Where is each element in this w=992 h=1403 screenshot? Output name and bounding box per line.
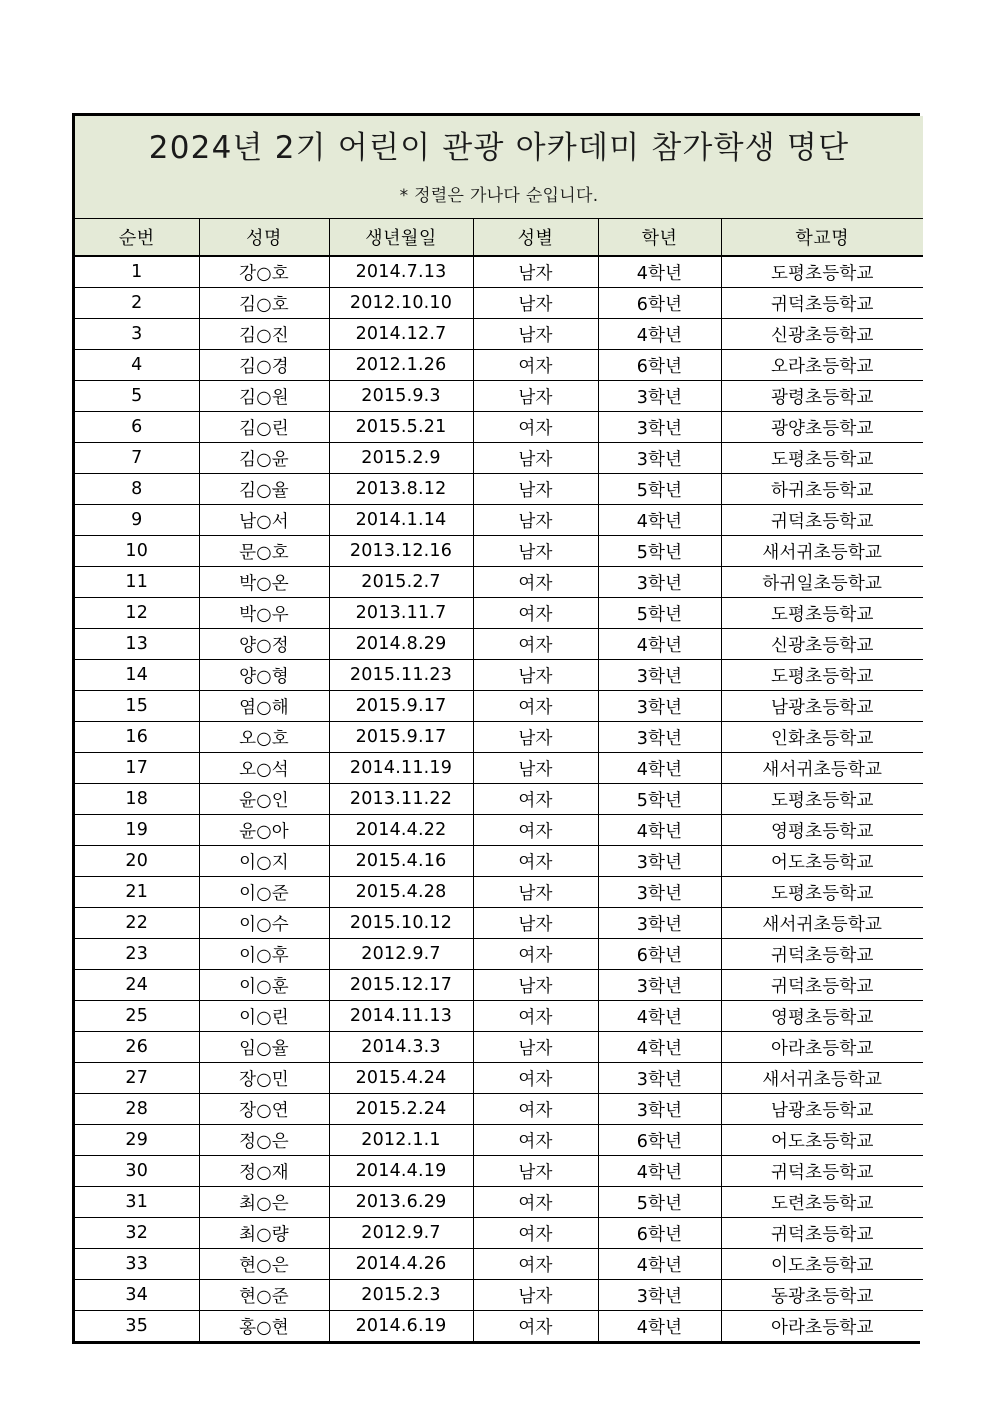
cell-no: 13 <box>75 629 199 660</box>
cell-gender: 여자 <box>473 1249 598 1280</box>
cell-no: 1 <box>75 256 199 288</box>
cell-grade: 3학년 <box>598 846 721 877</box>
cell-school: 도평초등학교 <box>721 598 923 629</box>
cell-name: 이○후 <box>199 939 329 970</box>
cell-birth: 2012.10.10 <box>329 288 473 319</box>
cell-grade: 3학년 <box>598 908 721 939</box>
table-row <box>75 536 923 567</box>
table-row <box>75 970 923 1001</box>
cell-gender: 여자 <box>473 1187 598 1218</box>
cell-name: 오○호 <box>199 722 329 753</box>
cell-gender: 여자 <box>473 1063 598 1094</box>
cell-no: 2 <box>75 288 199 319</box>
cell-no: 9 <box>75 505 199 536</box>
cell-no: 3 <box>75 319 199 350</box>
cell-no: 26 <box>75 1032 199 1063</box>
cell-birth: 2014.1.14 <box>329 505 473 536</box>
cell-birth: 2013.6.29 <box>329 1187 473 1218</box>
cell-name: 장○연 <box>199 1094 329 1125</box>
cell-school: 이도초등학교 <box>721 1249 923 1280</box>
cell-gender: 남자 <box>473 443 598 474</box>
cell-name: 강○호 <box>199 256 329 288</box>
cell-no: 30 <box>75 1156 199 1187</box>
table-row <box>75 877 923 908</box>
cell-birth: 2015.4.24 <box>329 1063 473 1094</box>
cell-grade: 4학년 <box>598 1001 721 1032</box>
table-title-block <box>75 116 923 219</box>
cell-no: 18 <box>75 784 199 815</box>
cell-gender: 남자 <box>473 722 598 753</box>
cell-school: 도평초등학교 <box>721 256 923 288</box>
cell-no: 27 <box>75 1063 199 1094</box>
cell-no: 20 <box>75 846 199 877</box>
cell-gender: 남자 <box>473 474 598 505</box>
cell-gender: 남자 <box>473 256 598 288</box>
cell-gender: 여자 <box>473 1001 598 1032</box>
cell-grade: 6학년 <box>598 288 721 319</box>
cell-grade: 3학년 <box>598 443 721 474</box>
cell-school: 하귀일초등학교 <box>721 567 923 598</box>
cell-grade: 3학년 <box>598 381 721 412</box>
cell-gender: 남자 <box>473 319 598 350</box>
table-row <box>75 660 923 691</box>
table-row <box>75 256 923 288</box>
table-row <box>75 1249 923 1280</box>
table-row <box>75 443 923 474</box>
cell-grade: 5학년 <box>598 784 721 815</box>
table-row <box>75 815 923 846</box>
cell-grade: 4학년 <box>598 1156 721 1187</box>
cell-gender: 남자 <box>473 536 598 567</box>
cell-birth: 2014.12.7 <box>329 319 473 350</box>
cell-grade: 3학년 <box>598 412 721 443</box>
cell-no: 4 <box>75 350 199 381</box>
cell-gender: 남자 <box>473 288 598 319</box>
cell-gender: 여자 <box>473 567 598 598</box>
cell-no: 32 <box>75 1218 199 1249</box>
cell-school: 인화초등학교 <box>721 722 923 753</box>
cell-name: 이○린 <box>199 1001 329 1032</box>
cell-name: 김○호 <box>199 288 329 319</box>
cell-grade: 4학년 <box>598 505 721 536</box>
cell-gender: 여자 <box>473 815 598 846</box>
cell-grade: 3학년 <box>598 1063 721 1094</box>
cell-no: 34 <box>75 1280 199 1311</box>
cell-grade: 3학년 <box>598 691 721 722</box>
table-row <box>75 1094 923 1125</box>
cell-birth: 2015.10.12 <box>329 908 473 939</box>
cell-no: 19 <box>75 815 199 846</box>
cell-no: 21 <box>75 877 199 908</box>
cell-birth: 2015.2.7 <box>329 567 473 598</box>
table-row <box>75 908 923 939</box>
cell-grade: 6학년 <box>598 1125 721 1156</box>
cell-name: 홍○현 <box>199 1311 329 1342</box>
cell-gender: 남자 <box>473 505 598 536</box>
cell-name: 김○경 <box>199 350 329 381</box>
header-row <box>75 219 923 257</box>
table-row <box>75 846 923 877</box>
cell-name: 이○준 <box>199 877 329 908</box>
cell-name: 남○서 <box>199 505 329 536</box>
cell-grade: 4학년 <box>598 319 721 350</box>
participant-roster-table <box>75 116 923 1341</box>
cell-grade: 4학년 <box>598 629 721 660</box>
cell-no: 25 <box>75 1001 199 1032</box>
cell-grade: 5학년 <box>598 474 721 505</box>
table-row <box>75 381 923 412</box>
cell-name: 이○훈 <box>199 970 329 1001</box>
cell-name: 박○온 <box>199 567 329 598</box>
cell-gender: 남자 <box>473 970 598 1001</box>
table-row <box>75 567 923 598</box>
table-row <box>75 722 923 753</box>
cell-birth: 2015.9.17 <box>329 722 473 753</box>
cell-name: 김○진 <box>199 319 329 350</box>
cell-school: 귀덕초등학교 <box>721 505 923 536</box>
cell-school: 도평초등학교 <box>721 784 923 815</box>
cell-birth: 2014.6.19 <box>329 1311 473 1342</box>
cell-grade: 3학년 <box>598 660 721 691</box>
table-row <box>75 629 923 660</box>
cell-birth: 2012.9.7 <box>329 939 473 970</box>
cell-school: 광령초등학교 <box>721 381 923 412</box>
cell-school: 귀덕초등학교 <box>721 1156 923 1187</box>
cell-no: 23 <box>75 939 199 970</box>
table-row <box>75 1311 923 1342</box>
cell-school: 귀덕초등학교 <box>721 1218 923 1249</box>
cell-school: 도평초등학교 <box>721 660 923 691</box>
table-row <box>75 319 923 350</box>
cell-grade: 4학년 <box>598 753 721 784</box>
cell-name: 김○원 <box>199 381 329 412</box>
cell-gender: 여자 <box>473 350 598 381</box>
cell-name: 김○린 <box>199 412 329 443</box>
cell-birth: 2015.2.3 <box>329 1280 473 1311</box>
table-row <box>75 598 923 629</box>
cell-birth: 2012.1.1 <box>329 1125 473 1156</box>
cell-grade: 5학년 <box>598 598 721 629</box>
cell-name: 최○은 <box>199 1187 329 1218</box>
roster-sheet <box>72 113 920 1344</box>
cell-gender: 남자 <box>473 381 598 412</box>
cell-school: 오라초등학교 <box>721 350 923 381</box>
title-row <box>75 116 923 219</box>
cell-name: 정○은 <box>199 1125 329 1156</box>
cell-birth: 2015.9.3 <box>329 381 473 412</box>
cell-school: 남광초등학교 <box>721 1094 923 1125</box>
cell-no: 24 <box>75 970 199 1001</box>
cell-gender: 여자 <box>473 846 598 877</box>
cell-school: 도평초등학교 <box>721 443 923 474</box>
cell-no: 35 <box>75 1311 199 1342</box>
cell-school: 광양초등학교 <box>721 412 923 443</box>
cell-school: 새서귀초등학교 <box>721 908 923 939</box>
cell-name: 정○재 <box>199 1156 329 1187</box>
table-row <box>75 1218 923 1249</box>
cell-birth: 2013.11.22 <box>329 784 473 815</box>
cell-birth: 2015.5.21 <box>329 412 473 443</box>
cell-gender: 남자 <box>473 877 598 908</box>
cell-no: 5 <box>75 381 199 412</box>
table-row <box>75 288 923 319</box>
table-row <box>75 753 923 784</box>
cell-school: 아라초등학교 <box>721 1032 923 1063</box>
cell-school: 신광초등학교 <box>721 629 923 660</box>
cell-grade: 3학년 <box>598 722 721 753</box>
table-row <box>75 1156 923 1187</box>
cell-grade: 3학년 <box>598 1280 721 1311</box>
table-row <box>75 412 923 443</box>
cell-grade: 6학년 <box>598 1218 721 1249</box>
cell-grade: 4학년 <box>598 256 721 288</box>
cell-birth: 2015.2.24 <box>329 1094 473 1125</box>
cell-gender: 여자 <box>473 412 598 443</box>
cell-name: 장○민 <box>199 1063 329 1094</box>
title-cell <box>75 116 923 219</box>
cell-name: 문○호 <box>199 536 329 567</box>
table-row <box>75 691 923 722</box>
cell-gender: 여자 <box>473 691 598 722</box>
cell-school: 새서귀초등학교 <box>721 753 923 784</box>
cell-grade: 3학년 <box>598 970 721 1001</box>
cell-no: 31 <box>75 1187 199 1218</box>
cell-name: 최○량 <box>199 1218 329 1249</box>
cell-gender: 여자 <box>473 1311 598 1342</box>
cell-name: 윤○아 <box>199 815 329 846</box>
cell-birth: 2013.8.12 <box>329 474 473 505</box>
cell-birth: 2014.3.3 <box>329 1032 473 1063</box>
cell-school: 아라초등학교 <box>721 1311 923 1342</box>
cell-birth: 2015.4.28 <box>329 877 473 908</box>
cell-grade: 3학년 <box>598 1094 721 1125</box>
page-title: 2024년 2기 어린이 관광 아카데미 참가학생 명단 <box>148 129 850 166</box>
cell-school: 도련초등학교 <box>721 1187 923 1218</box>
cell-school: 도평초등학교 <box>721 877 923 908</box>
table-row <box>75 350 923 381</box>
cell-birth: 2014.11.13 <box>329 1001 473 1032</box>
cell-school: 신광초등학교 <box>721 319 923 350</box>
cell-birth: 2014.7.13 <box>329 256 473 288</box>
cell-school: 어도초등학교 <box>721 846 923 877</box>
sort-note: * 정렬은 가나다 순입니다. <box>399 186 599 207</box>
cell-no: 11 <box>75 567 199 598</box>
cell-name: 이○지 <box>199 846 329 877</box>
cell-gender: 남자 <box>473 1156 598 1187</box>
cell-school: 어도초등학교 <box>721 1125 923 1156</box>
cell-name: 양○정 <box>199 629 329 660</box>
cell-name: 양○형 <box>199 660 329 691</box>
table-row <box>75 474 923 505</box>
cell-birth: 2013.11.7 <box>329 598 473 629</box>
cell-no: 8 <box>75 474 199 505</box>
table-row <box>75 939 923 970</box>
table-header <box>75 219 923 257</box>
table-body <box>75 256 923 1341</box>
cell-gender: 남자 <box>473 1032 598 1063</box>
cell-birth: 2015.12.17 <box>329 970 473 1001</box>
cell-school: 영평초등학교 <box>721 815 923 846</box>
cell-no: 29 <box>75 1125 199 1156</box>
cell-no: 14 <box>75 660 199 691</box>
column-header-name: 성명 <box>199 219 329 257</box>
cell-name: 염○해 <box>199 691 329 722</box>
table-row <box>75 505 923 536</box>
cell-no: 17 <box>75 753 199 784</box>
cell-school: 남광초등학교 <box>721 691 923 722</box>
cell-no: 6 <box>75 412 199 443</box>
cell-school: 동광초등학교 <box>721 1280 923 1311</box>
cell-grade: 5학년 <box>598 1187 721 1218</box>
cell-name: 윤○인 <box>199 784 329 815</box>
cell-no: 28 <box>75 1094 199 1125</box>
cell-name: 박○우 <box>199 598 329 629</box>
cell-school: 귀덕초등학교 <box>721 939 923 970</box>
cell-birth: 2014.4.22 <box>329 815 473 846</box>
column-header-grade: 학년 <box>598 219 721 257</box>
cell-no: 12 <box>75 598 199 629</box>
cell-gender: 여자 <box>473 629 598 660</box>
column-header-no: 순번 <box>75 219 199 257</box>
cell-no: 10 <box>75 536 199 567</box>
cell-grade: 4학년 <box>598 815 721 846</box>
table-row <box>75 1032 923 1063</box>
cell-school: 영평초등학교 <box>721 1001 923 1032</box>
cell-no: 22 <box>75 908 199 939</box>
cell-gender: 여자 <box>473 1094 598 1125</box>
cell-name: 현○은 <box>199 1249 329 1280</box>
cell-gender: 여자 <box>473 939 598 970</box>
table-row <box>75 1125 923 1156</box>
cell-birth: 2014.4.19 <box>329 1156 473 1187</box>
table-row <box>75 1063 923 1094</box>
cell-gender: 여자 <box>473 1218 598 1249</box>
cell-birth: 2014.8.29 <box>329 629 473 660</box>
cell-gender: 남자 <box>473 660 598 691</box>
cell-grade: 3학년 <box>598 877 721 908</box>
cell-name: 오○석 <box>199 753 329 784</box>
table-row <box>75 1280 923 1311</box>
cell-grade: 4학년 <box>598 1311 721 1342</box>
cell-grade: 4학년 <box>598 1032 721 1063</box>
cell-gender: 여자 <box>473 784 598 815</box>
cell-birth: 2015.2.9 <box>329 443 473 474</box>
column-header-birth: 생년월일 <box>329 219 473 257</box>
cell-school: 귀덕초등학교 <box>721 970 923 1001</box>
table-row <box>75 1187 923 1218</box>
cell-birth: 2014.11.19 <box>329 753 473 784</box>
cell-name: 임○율 <box>199 1032 329 1063</box>
cell-gender: 남자 <box>473 753 598 784</box>
table-row <box>75 1001 923 1032</box>
cell-name: 김○윤 <box>199 443 329 474</box>
column-header-school: 학교명 <box>721 219 923 257</box>
cell-name: 김○율 <box>199 474 329 505</box>
cell-no: 16 <box>75 722 199 753</box>
cell-birth: 2012.1.26 <box>329 350 473 381</box>
cell-birth: 2015.9.17 <box>329 691 473 722</box>
cell-gender: 여자 <box>473 598 598 629</box>
cell-school: 새서귀초등학교 <box>721 536 923 567</box>
cell-name: 현○준 <box>199 1280 329 1311</box>
cell-gender: 남자 <box>473 1280 598 1311</box>
cell-grade: 6학년 <box>598 350 721 381</box>
cell-birth: 2012.9.7 <box>329 1218 473 1249</box>
column-header-gender: 성별 <box>473 219 598 257</box>
cell-school: 하귀초등학교 <box>721 474 923 505</box>
cell-gender: 여자 <box>473 1125 598 1156</box>
cell-grade: 6학년 <box>598 939 721 970</box>
cell-birth: 2015.4.16 <box>329 846 473 877</box>
cell-birth: 2013.12.16 <box>329 536 473 567</box>
cell-grade: 5학년 <box>598 536 721 567</box>
cell-grade: 4학년 <box>598 1249 721 1280</box>
cell-no: 7 <box>75 443 199 474</box>
cell-birth: 2014.4.26 <box>329 1249 473 1280</box>
cell-grade: 3학년 <box>598 567 721 598</box>
cell-name: 이○수 <box>199 908 329 939</box>
cell-birth: 2015.11.23 <box>329 660 473 691</box>
cell-school: 귀덕초등학교 <box>721 288 923 319</box>
cell-no: 15 <box>75 691 199 722</box>
table-row <box>75 784 923 815</box>
cell-school: 새서귀초등학교 <box>721 1063 923 1094</box>
cell-gender: 남자 <box>473 908 598 939</box>
cell-no: 33 <box>75 1249 199 1280</box>
